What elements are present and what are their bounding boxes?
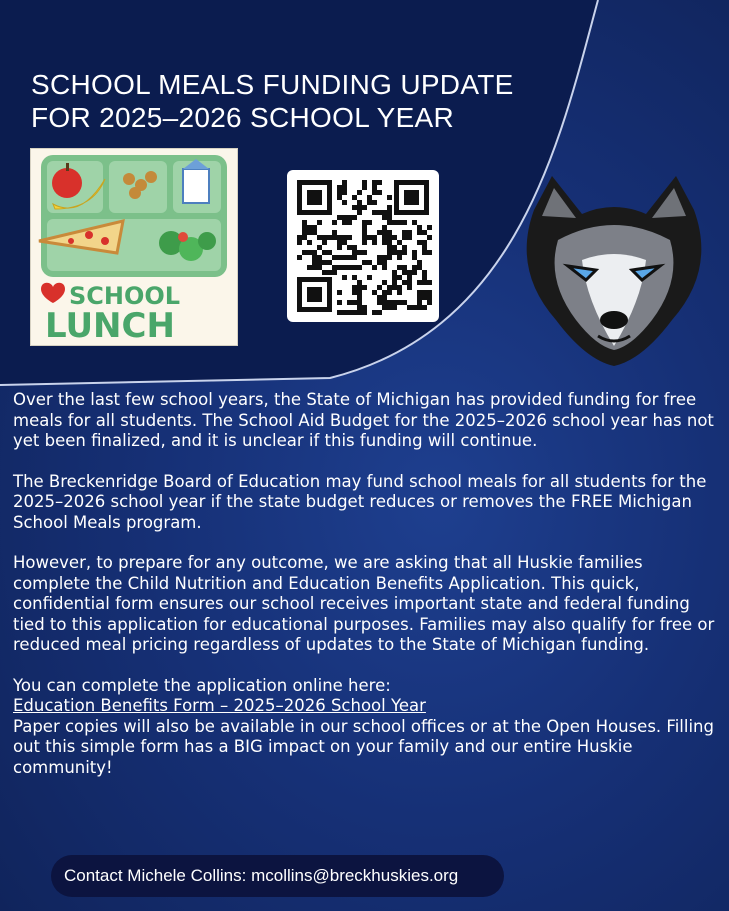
paragraph-funding: Over the last few school years, the State of Michigan has provided funding for free meals for all students. The School Aid Budget for the 2025–2026 school year has not yet been finalized, and it is unclear if this funding will continue. bbox=[13, 390, 714, 450]
lunch-word-school: SCHOOL bbox=[69, 282, 181, 310]
title-line-2: FOR 2025–2026 SCHOOL YEAR bbox=[31, 102, 455, 133]
contact-text: Contact Michele Collins: mcollins@breckhuskies.org bbox=[64, 866, 459, 885]
school-lunch-illustration bbox=[30, 148, 238, 346]
lunch-word-lunch: LUNCH bbox=[45, 306, 175, 345]
title-line-1: SCHOOL MEALS FUNDING UPDATE bbox=[31, 69, 514, 100]
paragraph-prepare: However, to prepare for any outcome, we are asking that all Huskie families complete the Child Nutrition and Education Benefits Application. This quick, confidential form ensures our school receives important state and federal funding tied to this application for educational purposes. Families may also qualify for free or reduced meal pricing regardless of updates to the State of Michigan funding. bbox=[13, 553, 715, 654]
qr-code-pattern bbox=[287, 170, 439, 322]
paper-copies-note: Paper copies will also be available in our school offices or at the Open Houses. Filling out this simple form has a BIG impact on your family and our entire Huskie community! bbox=[13, 716, 714, 777]
page-title bbox=[31, 68, 551, 134]
husky-mascot-logo bbox=[512, 170, 716, 374]
contact-banner[interactable] bbox=[51, 855, 504, 897]
paragraph-board: The Breckenridge Board of Education may fund school meals for all students for the 2025–2026 school year if the state budget reduces or removes the FREE Michigan School Meals program. bbox=[13, 471, 707, 532]
body-text bbox=[13, 390, 718, 778]
education-benefits-form-link[interactable]: Education Benefits Form – 2025–2026 School Year bbox=[13, 696, 426, 715]
qr-code[interactable] bbox=[287, 170, 439, 322]
application-intro: You can complete the application online here: bbox=[13, 675, 391, 695]
